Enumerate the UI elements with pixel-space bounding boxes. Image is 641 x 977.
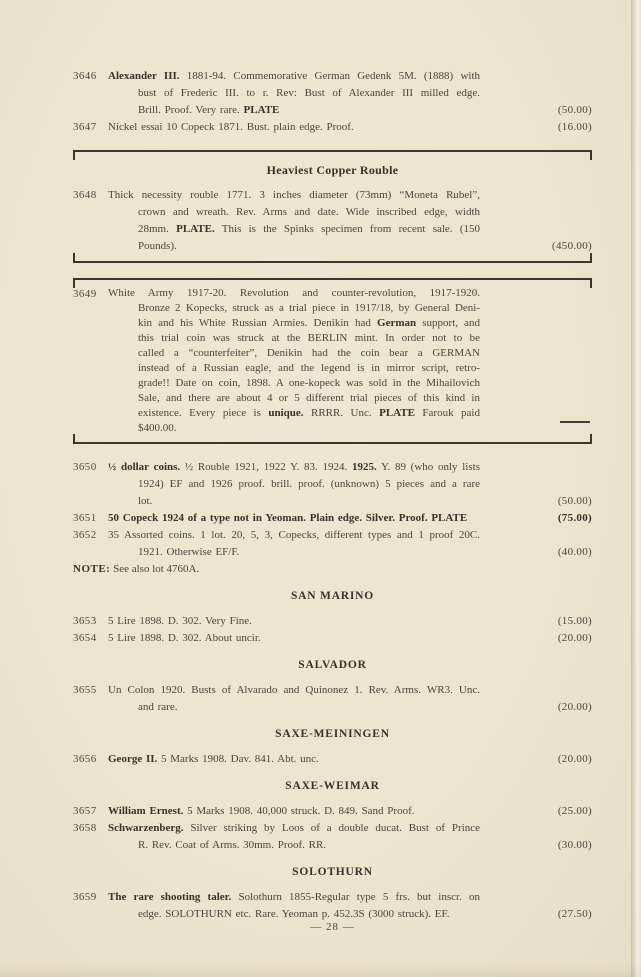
plain-text: kin and his White Russian Armies. Denikin had bbox=[138, 317, 378, 329]
lot-price: (20.00) bbox=[557, 632, 592, 644]
lot-price: (75.00) bbox=[557, 512, 592, 524]
plain-text: Bronze 2 Kopecks, struck as a trial piece in 1917/18, by General Deni- bbox=[138, 302, 480, 314]
plain-text: Brill. Proof. Very rare. bbox=[138, 104, 244, 116]
bold-text: Schwarzenberg. bbox=[108, 822, 184, 834]
note-label: NOTE: bbox=[73, 563, 111, 575]
bold-text: Alexander III. bbox=[108, 70, 180, 82]
plain-text: called a “counterfeiter”, Denikin had the coin bear a GERMAN bbox=[138, 347, 480, 359]
lot-text-line bbox=[108, 630, 480, 647]
bold-text: ½ dollar coins. bbox=[108, 461, 181, 473]
lot-text-line bbox=[108, 68, 480, 85]
lot-entry-3656 bbox=[73, 751, 592, 768]
plain-text: 1924) EF and 1926 proof. brill. proof. (unknown) 5 pieces and a rare bbox=[138, 478, 480, 490]
lot-price: (50.00) bbox=[557, 104, 592, 116]
box-corner-tick bbox=[73, 152, 75, 160]
lot-entry-3659 bbox=[73, 889, 592, 923]
lot-text-line bbox=[108, 421, 480, 436]
boxed-lot-group bbox=[73, 150, 592, 263]
lot-entry-3650 bbox=[73, 459, 592, 510]
plain-text: White Army 1917-20. Revolution and counter-revolution, 1917-1920. bbox=[108, 287, 480, 299]
lot-text-line bbox=[108, 820, 480, 837]
lot-text-line bbox=[108, 803, 480, 820]
lot-text-line bbox=[108, 889, 480, 906]
lot-entry-3652 bbox=[73, 527, 592, 561]
page-number: — 28 — bbox=[310, 921, 355, 933]
lot-text-line bbox=[108, 361, 480, 376]
lot-text-line bbox=[108, 544, 480, 561]
lot-price: (15.00) bbox=[557, 615, 592, 627]
plain-text: This is the Spinks specimen from recent sale. (150 bbox=[214, 223, 480, 235]
lot-description bbox=[108, 510, 480, 527]
plain-text: Y. 89 (who only lists bbox=[376, 461, 480, 473]
lot-number: 3649 bbox=[73, 288, 97, 300]
lot-price-dash bbox=[560, 421, 590, 423]
plain-text: and rare. bbox=[138, 701, 178, 713]
box-heading: Heaviest Copper Rouble bbox=[266, 163, 399, 177]
lot-entry-3647 bbox=[73, 119, 592, 136]
lot-text-line bbox=[108, 527, 480, 544]
lot-text-line bbox=[108, 837, 480, 854]
lot-description bbox=[108, 286, 480, 436]
lot-description bbox=[108, 119, 480, 136]
bold-text: unique. bbox=[268, 407, 304, 419]
plain-text: 5 Marks 1908. Dav. 841. Abt. unc. bbox=[157, 753, 319, 765]
boxed-lot-group bbox=[73, 278, 592, 444]
lot-description bbox=[108, 751, 480, 768]
plain-text: Farouk paid bbox=[414, 407, 480, 419]
plain-text: 35 Assorted coins. 1 lot. 20, 5, 3, Copecks, different types and 1 proof 20C. bbox=[108, 529, 480, 541]
lot-number: 3647 bbox=[73, 121, 97, 133]
section-heading-salvador: SALVADOR bbox=[298, 659, 367, 671]
section-heading-solothurn: SOLOTHURN bbox=[292, 866, 373, 878]
lot-entry-3648 bbox=[73, 187, 592, 255]
catalog-content bbox=[73, 68, 592, 923]
lot-text-line bbox=[108, 102, 480, 119]
lot-entry-3649 bbox=[73, 286, 592, 436]
plain-text: Pounds). bbox=[138, 240, 177, 252]
lot-text-line bbox=[108, 376, 480, 391]
plain-text: instead of a Russian eagle, and the legend is in mirror script, retro- bbox=[138, 362, 480, 374]
plain-text: Sale, and there are about 4 or 5 different trial pieces of this kind in bbox=[138, 392, 480, 404]
bold-text: George II. bbox=[108, 753, 158, 765]
bold-text: 1925. bbox=[351, 461, 377, 473]
lot-text-line bbox=[108, 510, 480, 527]
page-edge-shadow bbox=[631, 0, 641, 977]
lot-price: (25.00) bbox=[557, 805, 592, 817]
lot-number: 3653 bbox=[73, 615, 97, 627]
bold-text: William Ernest. bbox=[108, 805, 184, 817]
lot-entry-3653 bbox=[73, 613, 592, 630]
lot-entry-3654 bbox=[73, 630, 592, 647]
plain-text: RRRR. Unc. bbox=[303, 407, 380, 419]
lot-text-line bbox=[108, 238, 480, 255]
lot-text-line bbox=[108, 613, 480, 630]
lot-description bbox=[108, 527, 480, 561]
lot-text-line bbox=[108, 316, 480, 331]
lot-number: 3648 bbox=[73, 189, 97, 201]
plain-text: existence. Every piece is bbox=[138, 407, 269, 419]
bold-text: The rare shooting taler. bbox=[108, 891, 232, 903]
lot-text-line bbox=[108, 459, 480, 476]
lot-text-line bbox=[108, 331, 480, 346]
lot-entry-3657 bbox=[73, 803, 592, 820]
lot-price: (40.00) bbox=[557, 546, 592, 558]
plain-text: ½ Rouble 1921, 1922 Y. 83. 1924. bbox=[180, 461, 352, 473]
lot-entry-3655 bbox=[73, 682, 592, 716]
lot-price: (30.00) bbox=[557, 839, 592, 851]
lot-description bbox=[108, 889, 480, 923]
lot-text-line bbox=[108, 204, 480, 221]
lot-text-line bbox=[108, 476, 480, 493]
lot-text-line bbox=[108, 493, 480, 510]
plain-text: R. Rev. Coat of Arms. 30mm. Proof. RR. bbox=[138, 839, 327, 851]
lot-text-line bbox=[108, 699, 480, 716]
bold-text: PLATE. bbox=[176, 223, 215, 235]
note-row bbox=[73, 561, 592, 578]
lot-text-line bbox=[108, 346, 480, 361]
plain-text: 5 Lire 1898. D. 302. Very Fine. bbox=[108, 615, 252, 627]
bold-text: PLATE bbox=[379, 407, 415, 419]
lot-entry-3646 bbox=[73, 68, 592, 119]
plain-text: edge. SOLOTHURN etc. Rare. Yeoman p. 452.3S (3000 struck). EF. bbox=[138, 908, 450, 920]
lot-number: 3655 bbox=[73, 684, 97, 696]
lot-text-line bbox=[108, 187, 480, 204]
plain-text: $400.00. bbox=[138, 422, 177, 434]
bold-text: PLATE bbox=[243, 104, 280, 116]
lot-number: 3656 bbox=[73, 753, 97, 765]
lot-number: 3658 bbox=[73, 822, 97, 834]
lot-number: 3651 bbox=[73, 512, 97, 524]
lot-description bbox=[108, 187, 480, 255]
plain-text: support, and bbox=[416, 317, 480, 329]
lot-description bbox=[108, 803, 480, 820]
bold-text: German bbox=[377, 317, 417, 329]
lot-description bbox=[108, 68, 480, 119]
lot-number: 3652 bbox=[73, 529, 97, 541]
plain-text: Un Colon 1920. Busts of Alvarado and Quinonez 1. Rev. Arms. WR3. Unc. bbox=[108, 684, 480, 696]
lot-description bbox=[108, 459, 480, 510]
plain-text: 1921. Otherwise EF/F. bbox=[138, 546, 240, 558]
box-corner-tick bbox=[590, 152, 592, 160]
lot-number: 3646 bbox=[73, 70, 97, 82]
plain-text: Nickel essai 10 Copeck 1871. Bust. plain edge. Proof. bbox=[108, 121, 354, 133]
plain-text: 1881-94. Commemorative German Gedenk 5M. (1888) with bbox=[179, 70, 481, 82]
lot-text-line bbox=[108, 221, 480, 238]
lot-price: (20.00) bbox=[557, 753, 592, 765]
lot-description bbox=[108, 820, 480, 854]
section-heading-saxe-meiningen: SAXE-MEININGEN bbox=[275, 728, 390, 740]
lot-description bbox=[108, 613, 480, 630]
plain-text: bust of Frederic III. to r. Rev: Bust of Alexander III milled edge. bbox=[138, 87, 480, 99]
lot-number: 3657 bbox=[73, 805, 97, 817]
plain-text: this trial coin was struck at the BERLIN mint. In order not to be bbox=[138, 332, 480, 344]
plain-text: 5 Marks 1908. 40,000 struck. D. 849. Sand Proof. bbox=[183, 805, 415, 817]
plain-text: Thick necessity rouble 1771. 3 inches diameter (73mm) “Moneta Rubel”, bbox=[108, 189, 480, 201]
plain-text: grade!! Date on coin, 1898. A one-kopeck was sold in the Mihailovich bbox=[138, 377, 480, 389]
lot-price: (16.00) bbox=[557, 121, 592, 133]
lot-price: (450.00) bbox=[552, 240, 592, 252]
lot-text-line bbox=[108, 286, 480, 301]
page-bottom-shadow bbox=[0, 963, 641, 977]
lot-price: (27.50) bbox=[557, 908, 592, 920]
lot-text-line bbox=[108, 751, 480, 768]
lot-text-line bbox=[108, 391, 480, 406]
bold-text: 50 Copeck 1924 of a type not in Yeoman. Plain edge. Silver. Proof. PLATE bbox=[108, 512, 468, 524]
lot-text-line bbox=[108, 406, 480, 421]
plain-text: Solothurn 1855-Regular type 5 frs. but inscr. on bbox=[231, 891, 480, 903]
plain-text: crown and wreath. Rev. Arms and date. Wide inscribed edge, width bbox=[138, 206, 480, 218]
section-heading-san-marino: SAN MARINO bbox=[290, 590, 375, 602]
lot-number: 3654 bbox=[73, 632, 97, 644]
lot-text-line bbox=[108, 85, 480, 102]
lot-entry-3651 bbox=[73, 510, 592, 527]
plain-text: lot. bbox=[138, 495, 153, 507]
lot-price: (50.00) bbox=[557, 495, 592, 507]
plain-text: 28mm. bbox=[138, 223, 177, 235]
lot-text-line bbox=[108, 301, 480, 316]
note-text: See also lot 4760A. bbox=[110, 563, 200, 575]
lot-number: 3650 bbox=[73, 461, 97, 473]
plain-text: Silver striking by Loos of a double ducat. Bust of Prince bbox=[183, 822, 480, 834]
lot-entry-3658 bbox=[73, 820, 592, 854]
lot-number: 3659 bbox=[73, 891, 97, 903]
lot-text-line bbox=[108, 119, 480, 136]
lot-price: (20.00) bbox=[557, 701, 592, 713]
lot-description bbox=[108, 630, 480, 647]
lot-text-line bbox=[108, 682, 480, 699]
lot-description bbox=[108, 682, 480, 716]
section-heading-saxe-weimar: SAXE-WEIMAR bbox=[285, 780, 380, 792]
plain-text: 5 Lire 1898. D. 302. About uncir. bbox=[108, 632, 261, 644]
